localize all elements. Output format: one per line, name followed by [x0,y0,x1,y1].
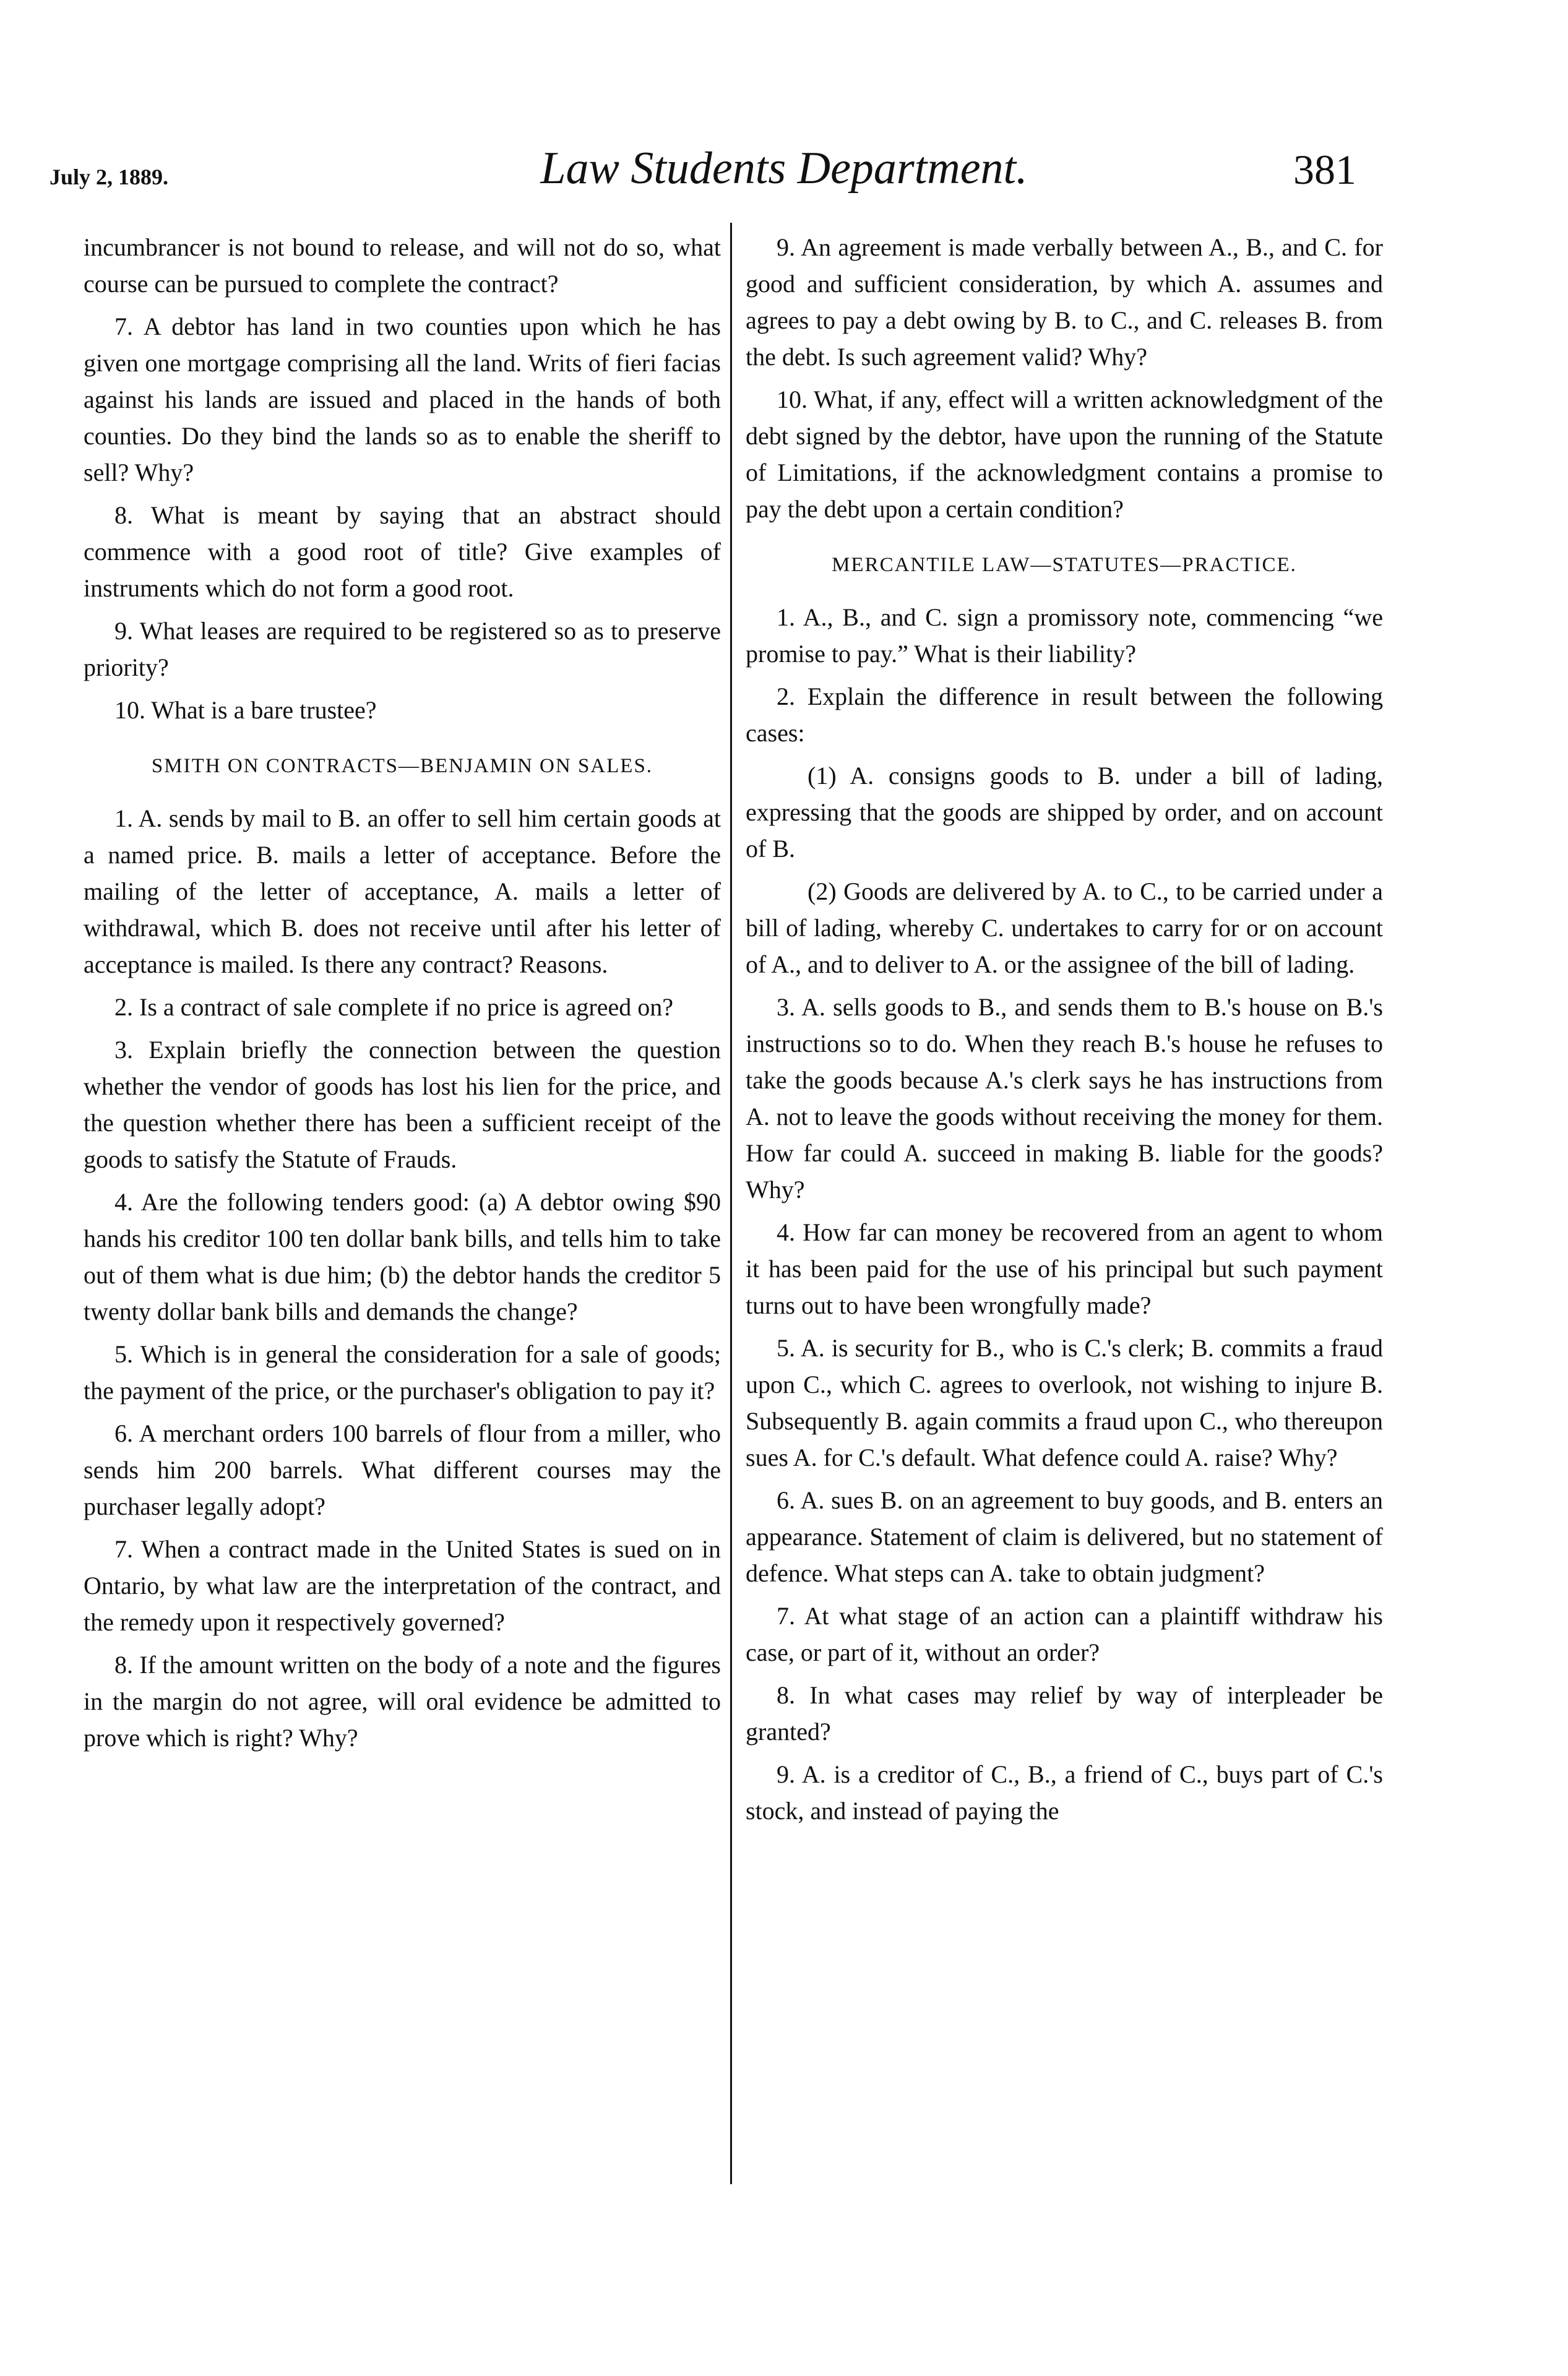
question: 4. How far can money be recovered from an agent to whom it has been paid for the use of his principal but such payment turns out to have been wrongfully made? [746,1218,1383,1319]
question: 8. What is meant by saying that an abstract should commence with a good root of title? Give examples of instruments which do not form a good root. [84,501,721,602]
question: 3. A. sells goods to B., and sends them to B.'s house on B.'s instructions so to do. When they reach B.'s house he refuses to take the goods because A.'s clerk says he has instructions from A. not to leave the goods without receiving the money for them. How far could A. succeed in making B. liable for the goods? Why? [746,993,1383,1203]
header-title: Law Students Department. [540,143,1028,194]
page-number: 381 [1293,146,1356,193]
right-column [746,229,1383,1835]
sub-case: (2) Goods are delivered by A. to C., to be carried under a bill of lading, whereby C. undertakes to carry for or on account of A., and to deliver to A. or the assignee of the bill of lading. [746,877,1383,978]
question: 1. A., B., and C. sign a promissory note, commencing “we promise to pay.” What is their liability? [746,603,1383,668]
question: 3. Explain briefly the connection between the question whether the vendor of goods has lost his lien for the price, and the question whether there has been a sufficient receipt of the goods to satisfy the Statute of Frauds. [84,1036,721,1173]
left-column [84,229,721,1762]
paragraph: incumbrancer is not bound to release, and will not do so, what course can be pursued to complete the contract? [84,233,721,298]
header-date: July 2, 1889. [50,165,169,189]
question: 6. A merchant orders 100 barrels of flour from a miller, who sends him 200 barrels. What different courses may the purchaser legally adopt? [84,1419,721,1520]
section-heading: SMITH ON CONTRACTS—BENJAMIN ON SALES. [151,755,653,777]
question: 1. A. sends by mail to B. an offer to sell him certain goods at a named price. B. mails a letter of acceptance. Before the mailing of the letter of acceptance, A. mails a letter of withdrawal, which B. does not receive until after his letter of acceptance is mailed. Is there any contract? Reasons. [84,804,721,978]
question: 7. When a contract made in the United States is sued on in Ontario, by what law are the interpretation of the contract, and the remedy upon it respectively governed? [84,1535,721,1636]
question: 7. At what stage of an action can a plaintiff withdraw his case, or part of it, without an order? [746,1602,1383,1666]
question: 10. What, if any, effect will a written acknowledgment of the debt signed by the debtor, have upon the running of the Statute of Limitations, if the acknowledgment contains a promise to pay the debt upon a certain condition? [746,385,1383,523]
question: 6. A. sues B. on an agreement to buy goods, and B. enters an appearance. Statement of claim is delivered, but no statement of defence. What steps can A. take to obtain judgment? [746,1486,1383,1587]
question: 8. In what cases may relief by way of interpleader be granted? [746,1681,1383,1745]
question: 5. Which is in general the consideration for a sale of goods; the payment of the price, or the purchaser's obligation to pay it? [84,1340,721,1405]
question: 2. Is a contract of sale complete if no price is agreed on? [114,993,673,1021]
question: 5. A. is security for B., who is C.'s clerk; B. commits a fraud upon C., which C. agrees to overlook, not wishing to injure B. Subsequently B. again commits a fraud upon C., who thereupon sues A. for C.'s default. What defence could A. raise? Why? [746,1334,1383,1471]
section-heading: MERCANTILE LAW—STATUTES—PRACTICE. [832,554,1297,576]
question: 7. A debtor has land in two counties upon which he has given one mortgage comprising all the land. Writs of fieri facias against his lands are issued and placed in the hands of both counties. Do they bind the lands so as to enable the sheriff to sell? Why? [84,312,721,486]
sub-case: (1) A. consigns goods to B. under a bill of lading, expressing that the goods are shipped by order, and on account of B. [746,762,1383,863]
column-divider [730,223,732,2184]
question: 2. Explain the difference in result between the following cases: [746,682,1383,747]
question: 9. What leases are required to be registered so as to preserve priority? [84,617,721,681]
question: 9. An agreement is made verbally between A., B., and C. for good and sufficient consideration, by which A. assumes and agrees to pay a debt owing by B. to C., and C. releases B. from the debt. Is such agreement valid? Why? [746,233,1383,371]
question: 4. Are the following tenders good: (a) A debtor owing $90 hands his creditor 100 ten dollar bank bills, and tells him to take out of them what is due him; (b) the debtor hands the creditor 5 twenty dollar bank bills and demands the change? [84,1188,721,1325]
page-header [0,121,1568,194]
question: 10. What is a bare trustee? [114,696,377,724]
question: 8. If the amount written on the body of a note and the figures in the margin do not agree, will oral evidence be admitted to prove which is right? Why? [84,1651,721,1752]
question: 9. A. is a creditor of C., B., a friend of C., buys part of C.'s stock, and instead of paying the [746,1760,1383,1825]
